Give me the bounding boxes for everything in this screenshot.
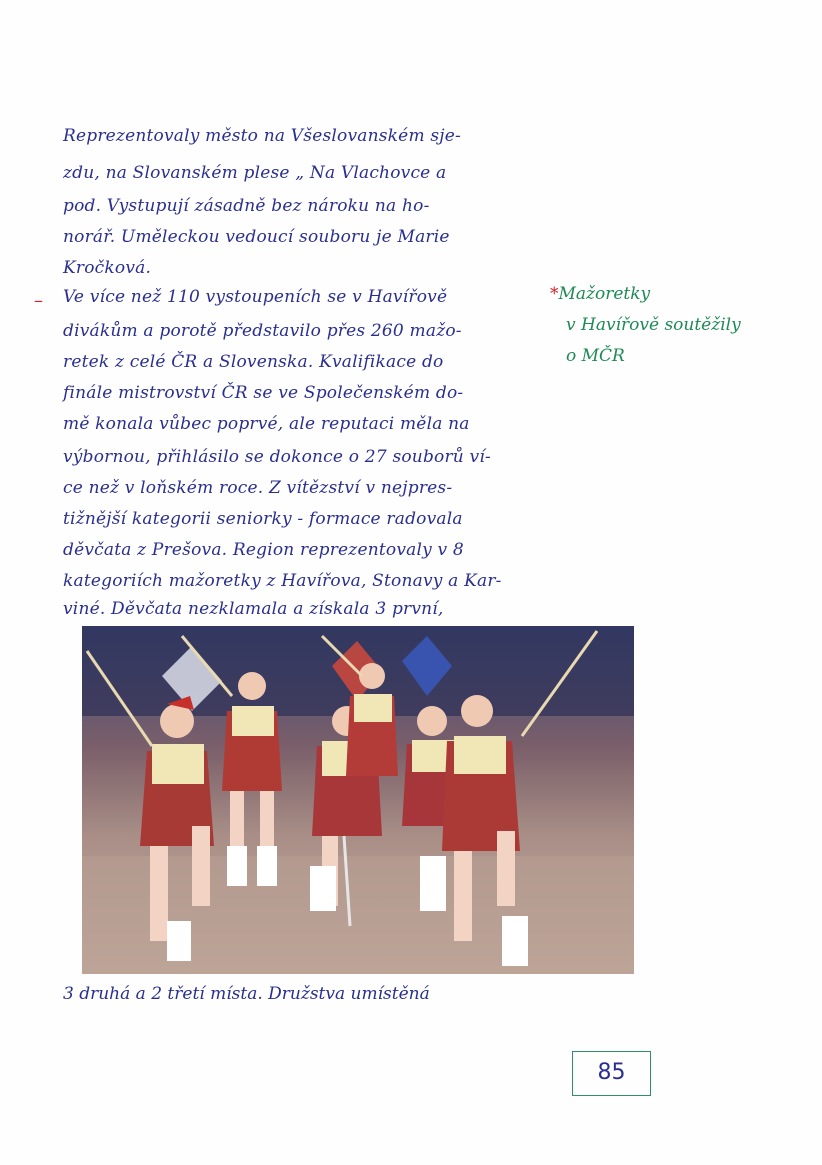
text-line: pod. Vystupují zásadně bez nároku na ho-: [63, 196, 430, 216]
photo-caption: 3 druhá a 2 třetí místa. Družstva umístěná: [63, 984, 430, 1004]
margin-note-line: o MČR: [566, 346, 625, 366]
text-line: tižnější kategorii seniorky - formace radovala: [63, 509, 463, 529]
text-line: Ve více než 110 vystoupeních se v Havířově: [63, 287, 448, 307]
text-line: mě konala vůbec poprvé, ale reputaci měla na: [63, 414, 470, 434]
margin-dash-mark: –: [34, 290, 43, 311]
majorettes-photo: [82, 626, 634, 974]
text-line: norář. Uměleckou vedoucí souboru je Marie: [63, 227, 450, 247]
margin-note-line: Mažoretky: [558, 284, 651, 304]
margin-note-title: [550, 284, 650, 304]
photo-illustration: [82, 626, 634, 974]
text-line: děvčata z Prešova. Region reprezentovaly v 8: [63, 540, 464, 560]
text-line: kategoriích mažoretky z Havířova, Stonavy a Kar-: [63, 571, 502, 591]
page-number-box: [572, 1051, 651, 1096]
text-line: ce než v loňském roce. Z vítězství v nejpres-: [63, 478, 453, 498]
text-line: divákům a porotě představilo přes 260 mažo-: [63, 321, 462, 341]
asterisk-icon: *: [550, 284, 559, 304]
text-line: Reprezentovaly město na Všeslovanském sje-: [63, 126, 461, 146]
text-line: viné. Děvčata nezklamala a získala 3 první,: [63, 599, 444, 619]
page-number: 85: [597, 1060, 626, 1085]
text-line: výbornou, přihlásilo se dokonce o 27 souborů ví-: [63, 447, 491, 467]
text-line: zdu, na Slovanském plese „ Na Vlachovce a: [63, 163, 447, 183]
text-line: Kročková.: [63, 258, 152, 278]
margin-note-line: v Havířově soutěžily: [566, 315, 741, 335]
text-line: retek z celé ČR a Slovenska. Kvalifikace do: [63, 352, 444, 372]
text-line: finále mistrovství ČR se ve Společenském do-: [63, 383, 464, 403]
